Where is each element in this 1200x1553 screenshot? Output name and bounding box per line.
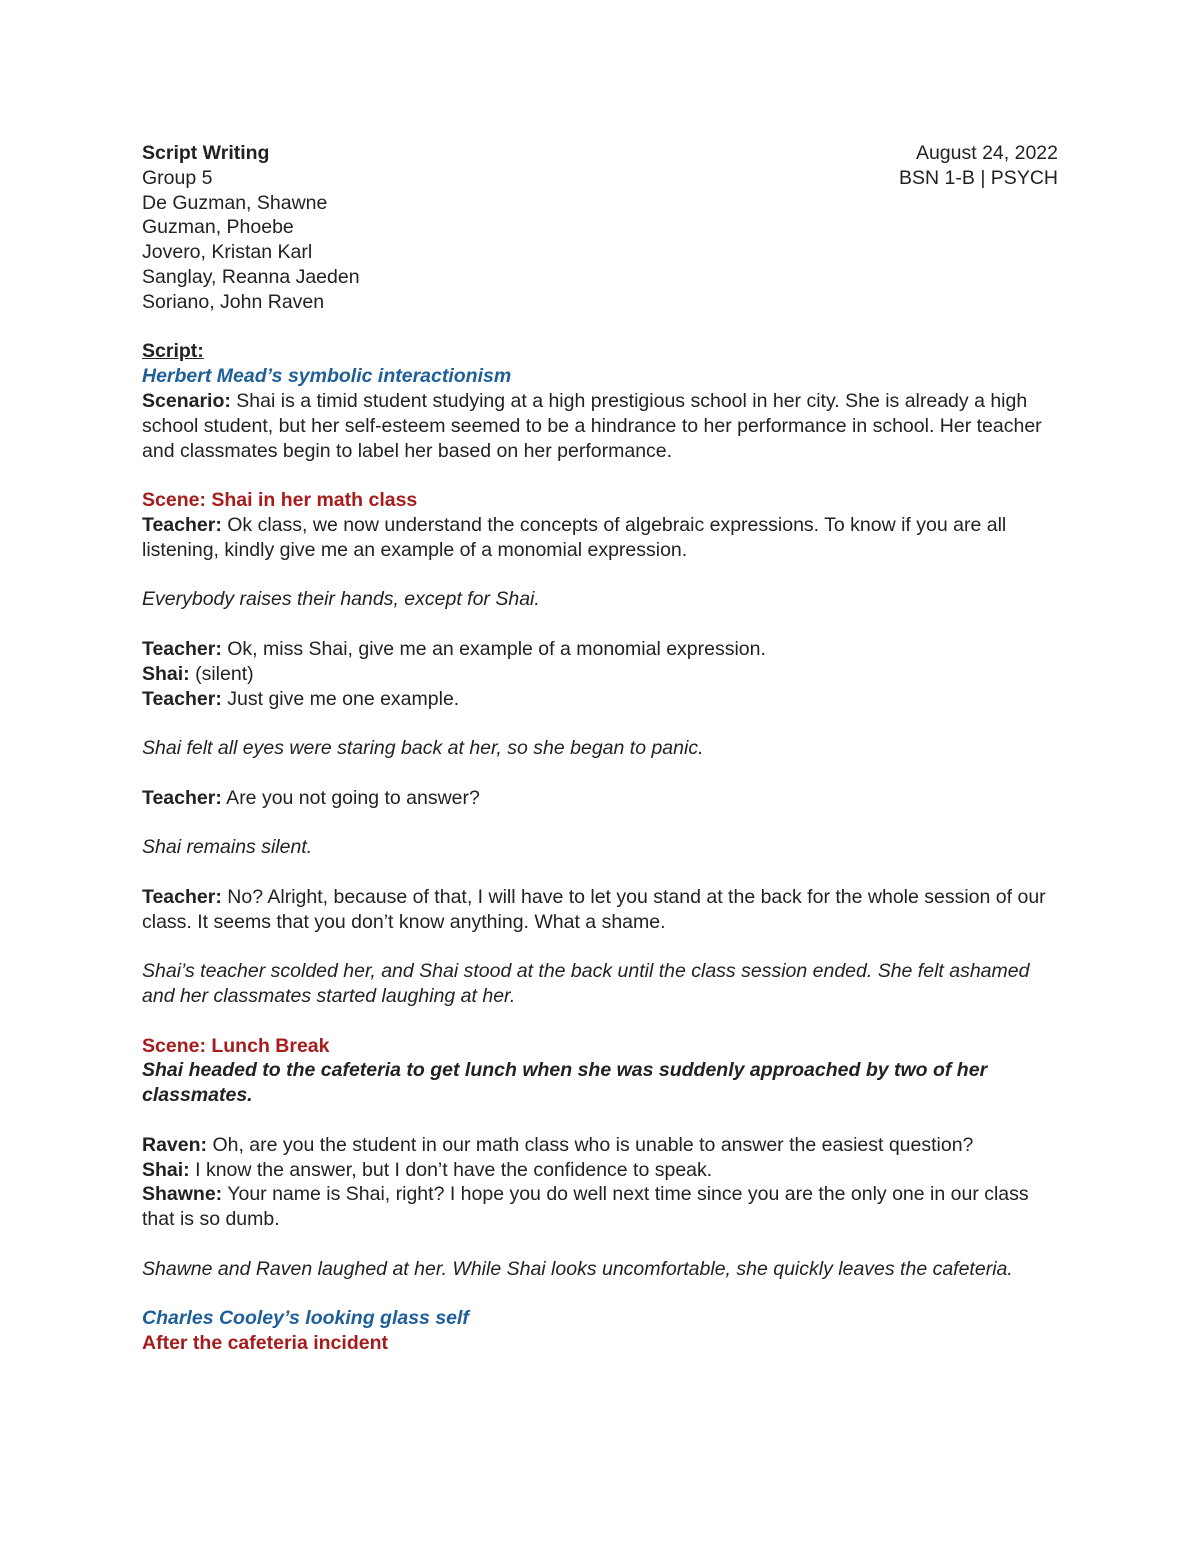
theory-heading: Herbert Mead’s symbolic interactionism [142, 365, 512, 388]
speaker-label: Teacher: [142, 786, 222, 809]
speaker-label: Raven: [142, 1133, 208, 1156]
theory-heading: Charles Cooley’s looking glass self [142, 1307, 469, 1330]
header-row-2 [142, 166, 1058, 191]
dialogue-line [142, 1182, 1058, 1232]
dialogue-line [142, 1133, 1058, 1158]
dialogue-text: Oh, are you the student in our math class who is unable to answer the easiest question? [207, 1133, 974, 1156]
member-name: Soriano, John Raven [142, 290, 325, 313]
member-name: De Guzman, Shawne [142, 191, 328, 214]
dialogue-text: Are you not going to answer? [221, 786, 480, 809]
speaker-label: Teacher: [142, 513, 222, 536]
stage-direction: Shai felt all eyes were staring back at her, so she began to panic. [142, 737, 704, 760]
dialogue-text: No? Alright, because of that, I will have to let you stand at the back for the whole session of our class. It seems that you don’t know anything. What a shame. [142, 885, 1046, 933]
scene-heading: Scene: Lunch Break [142, 1034, 330, 1057]
scenario-text: Shai is a timid student studying at a high prestigious school in her city. She is already a high school student, but her self-esteem seemed to be a hindrance to her performance in school. Her teacher and classmates begin to label her based on her performance. [142, 389, 1042, 462]
stage-direction: Shai’s teacher scolded her, and Shai stood at the back until the class session ended. She felt ashamed and her classmates started laughing at her. [142, 960, 1030, 1008]
member-name: Jovero, Kristan Karl [142, 241, 313, 264]
dialogue-text: Ok class, we now understand the concepts of algebraic expressions. To know if you are all listening, kindly give me an example of a monomial expression. [142, 513, 1007, 561]
dialogue-text: Just give me one example. [221, 687, 460, 710]
dialogue-text: (silent) [189, 662, 254, 685]
group-label: Group 5 [142, 166, 213, 189]
dialogue-line [142, 513, 1058, 563]
dialogue-line [142, 637, 1058, 662]
dialogue-text: Ok, miss Shai, give me an example of a monomial expression. [221, 637, 766, 660]
scene-intro: Shai headed to the cafeteria to get lunch when she was suddenly approached by two of her classmates. [142, 1059, 988, 1107]
speaker-label: Shawne: [142, 1183, 223, 1206]
dialogue-text: I know the answer, but I don’t have the confidence to speak. [189, 1158, 713, 1181]
script-heading: Script: [142, 340, 204, 363]
speaker-label: Teacher: [142, 885, 222, 908]
dialogue-line [142, 662, 1058, 687]
dialogue-line [142, 786, 1058, 811]
scene-heading: Scene: Shai in her math class [142, 489, 418, 512]
dialogue-text: Your name is Shai, right? I hope you do well next time since you are the only one in our class that is so dumb. [142, 1183, 1029, 1231]
document-title: Script Writing [142, 142, 270, 164]
section-label: BSN 1-B | PSYCH [899, 166, 1058, 189]
dialogue-line [142, 885, 1058, 935]
stage-direction: Everybody raises their hands, except for Shai. [142, 588, 540, 611]
scene-heading: After the cafeteria incident [142, 1332, 388, 1355]
header-row-1 [142, 141, 1058, 166]
speaker-label: Teacher: [142, 687, 222, 710]
speaker-label: Shai: [142, 662, 190, 685]
dialogue-line [142, 687, 1058, 712]
scenario-label: Scenario: [142, 389, 231, 412]
speaker-label: Teacher: [142, 637, 222, 660]
member-name: Guzman, Phoebe [142, 216, 294, 239]
document-body [142, 141, 1058, 1356]
document-date: August 24, 2022 [915, 142, 1058, 164]
stage-direction: Shai remains silent. [142, 836, 313, 859]
dialogue-line [142, 1158, 1058, 1183]
member-name: Sanglay, Reanna Jaeden [142, 265, 360, 288]
scenario-paragraph [142, 389, 1058, 463]
stage-direction: Shawne and Raven laughed at her. While Shai looks uncomfortable, she quickly leaves the cafeteria. [142, 1257, 1013, 1280]
speaker-label: Shai: [142, 1158, 190, 1181]
